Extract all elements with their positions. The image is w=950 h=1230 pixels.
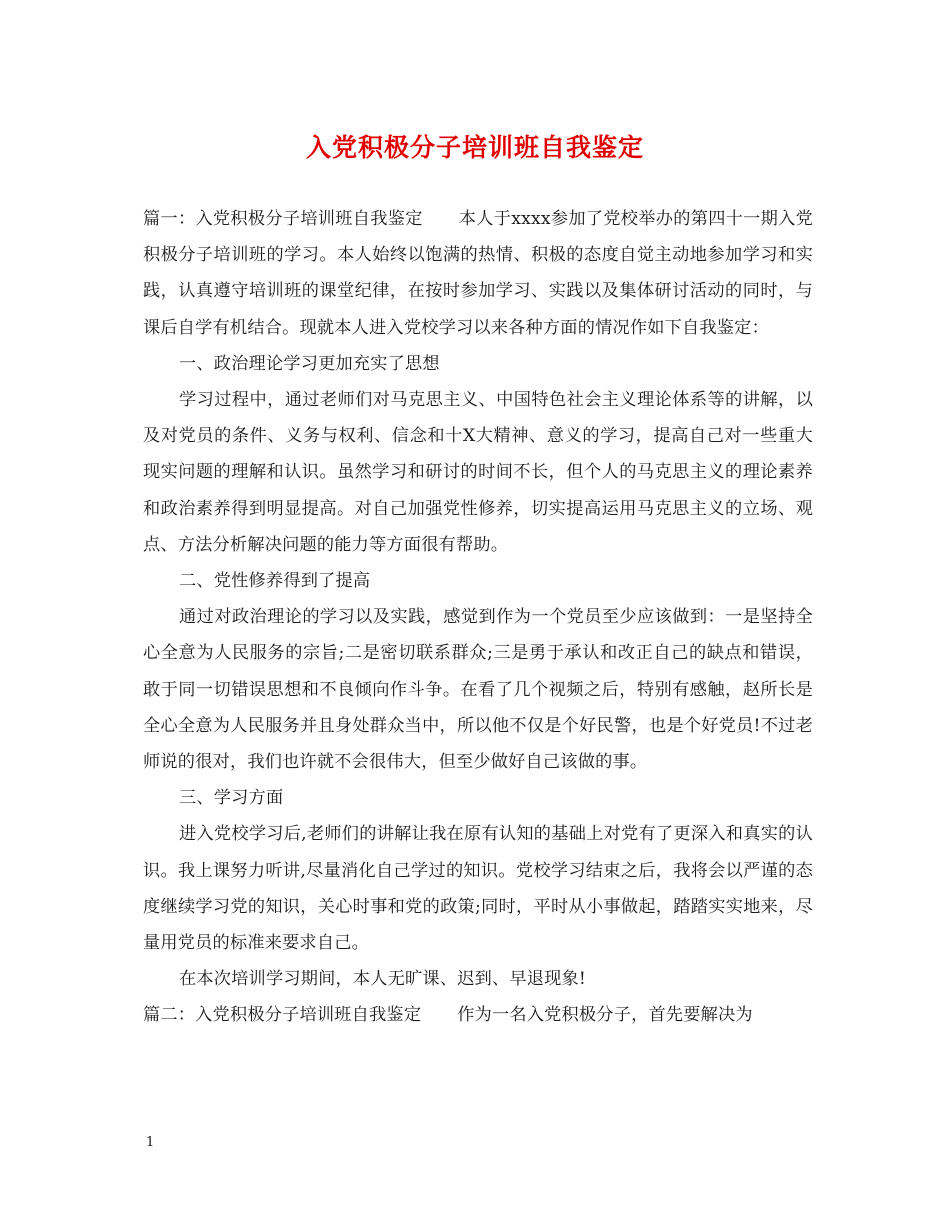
section2-paragraph [143, 997, 813, 1033]
section2-heading: 篇二：入党积极分子培训班自我鉴定 [143, 1005, 422, 1026]
part2-text: 通过对政治理论的学习以及实践，感觉到作为一个党员至少应该做到：一是坚持全心全意为人民服务的宗旨;二是密切联系群众;三是勇于承认和改正自己的缺点和错误，敢于同一切错误思想和不良倾向作斗争。在看了几个视频之后，特别有感触，赵所长是全心全意为人民服务并且身处群众当中，所以他不仅是个好民警，也是个好党员!不过老师说的很对，我们也许就不会很伟大，但至少做好自己该做的事。 [143, 607, 813, 773]
closing-paragraph: 在本次培训学习期间，本人无旷课、迟到、早退现象! [179, 969, 587, 990]
part1-heading: 一、政治理论学习更加充实了思想 [179, 353, 440, 374]
section1-heading: 篇一：入党积极分子培训班自我鉴定 [143, 209, 423, 229]
page-number: 1 [146, 1135, 155, 1150]
part3-text: 进入党校学习后,老师们的讲解让我在原有认知的基础上对党有了更深入和真实的认识。我上课努力听讲,尽量消化自己学过的知识。党校学习结束之后，我将会以严谨的态度继续学习党的知识，关心时事和党的政策;同时，平时从小事做起，踏踏实实地来，尽量用党员的标准来要求自己。 [143, 824, 813, 954]
part2-heading: 二、党性修养得到了提高 [179, 571, 371, 592]
document-body [143, 201, 813, 1034]
part3-heading: 三、学习方面 [179, 788, 284, 809]
part1-text: 学习过程中，通过老师们对马克思主义、中国特色社会主义理论体系等的讲解，以及对党员的条件、义务与权利、信念和十X大精神、意义的学习，提高自己对一些重大现实问题的理解和认识。虽然学习和研讨的时间不长，但个人的马克思主义的理论素养和政治素养得到明显提高。对自己加强党性修养，切实提高运用马克思主义的立场、观点、方法分析解决问题的能力等方面很有帮助。 [143, 390, 813, 555]
document-title: 入党积极分子培训班自我鉴定 [305, 133, 644, 162]
section1-paragraph [143, 201, 813, 346]
section1-intro: 本人于xxxx参加了党校举办的第四十一期入党积极分子培训班的学习。本人始终以饱满的热情、积极的态度自觉主动地参加学习和实践，认真遵守培训班的课堂纪律，在按时参加学习、实践以及集体研讨活动的同时，与课后自学有机结合。现就本人进入党校学习以来各种方面的情况作如下自我鉴定： [143, 209, 813, 338]
section2-intro: 作为一名入党积极分子，首先要解决为 [457, 1005, 753, 1026]
